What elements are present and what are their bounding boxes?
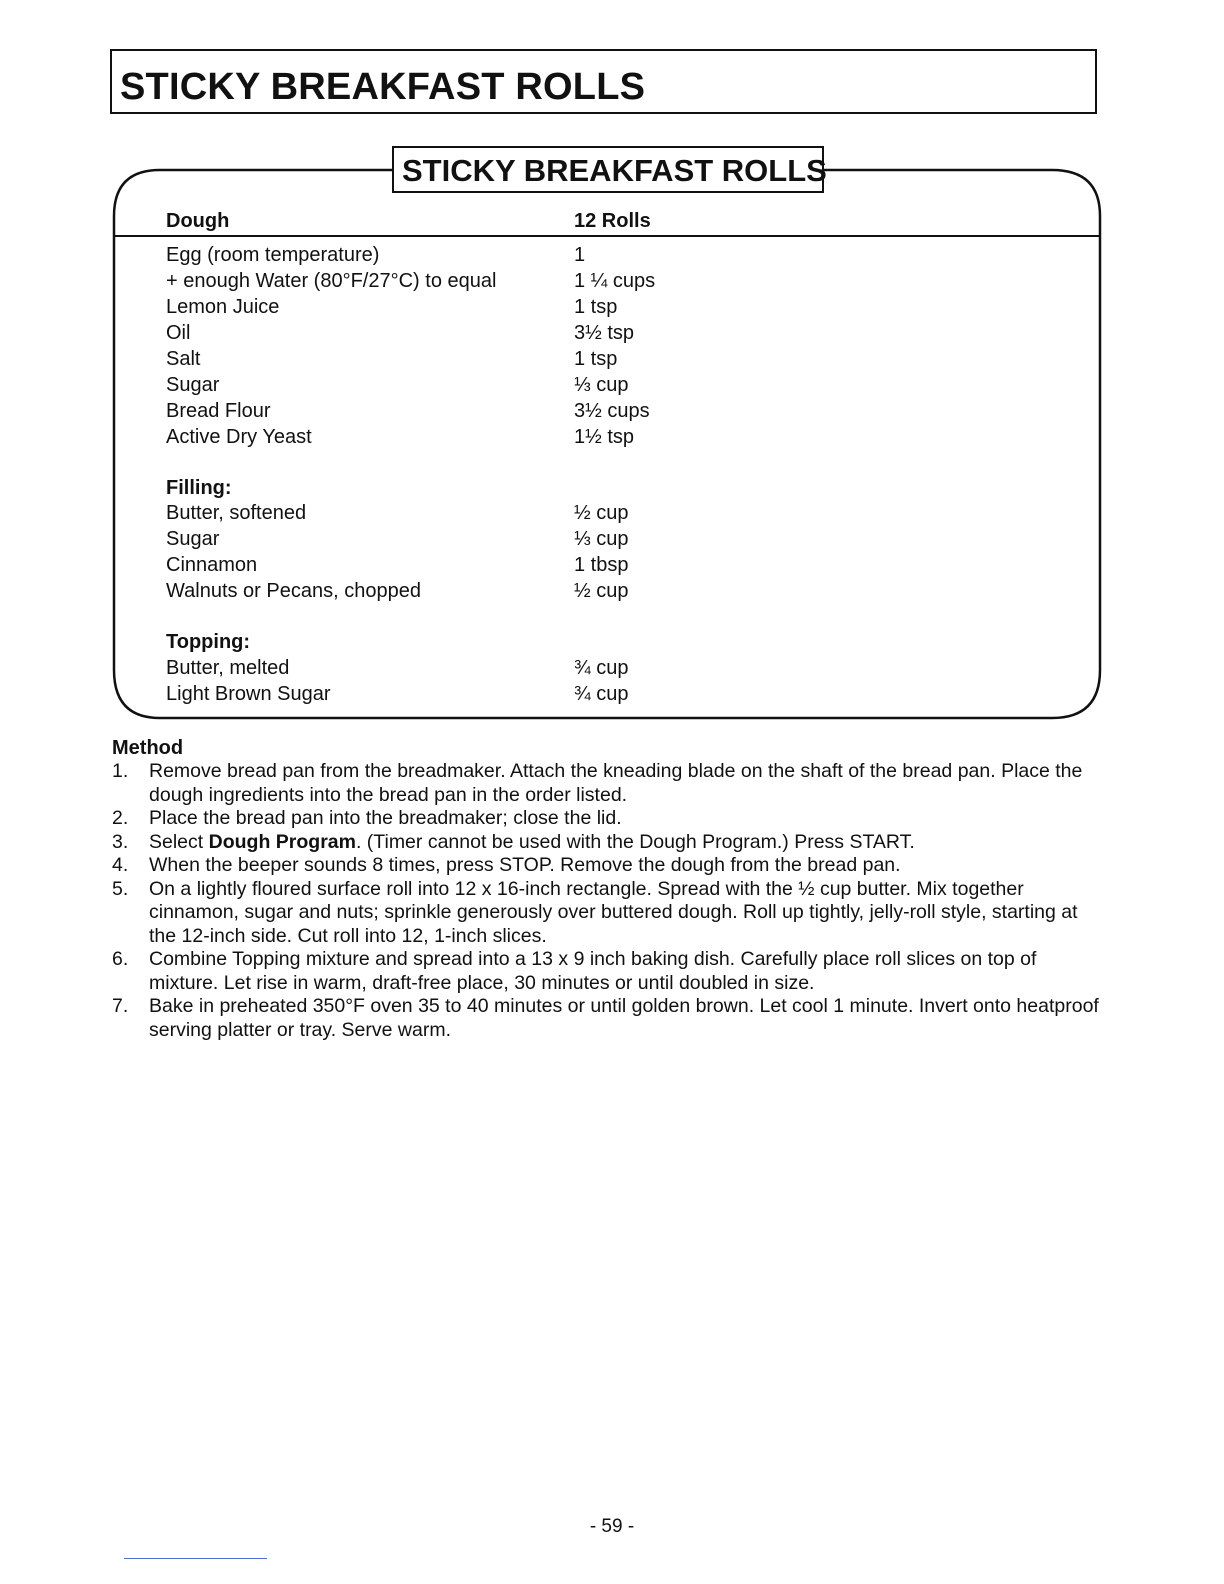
ingredient-name: Salt (166, 348, 201, 370)
ingredient-amount: ½ cup (574, 502, 629, 524)
step-text: Place the bread pan into the breadmaker; close the lid. (149, 807, 622, 829)
step-text: Remove bread pan from the breadmaker. Attach the kneading blade on the shaft of the bread pan. Place the dough ingredients into the bread pan in the order listed. (149, 760, 1083, 806)
method-step (112, 760, 1102, 807)
ingredient-amount: 1 tsp (574, 296, 618, 318)
step-number: 6. (112, 948, 129, 970)
method-step (112, 807, 1102, 831)
ingredient-amount: 3½ cups (574, 400, 650, 422)
step-text-pre: Select (149, 830, 209, 853)
ingredient-name: Sugar (166, 528, 220, 550)
method-step (112, 878, 1102, 949)
ingredient-name: Sugar (166, 374, 220, 396)
step-number: 5. (112, 877, 129, 900)
step-number: 3. (112, 830, 129, 853)
ingredient-name: Walnuts or Pecans, chopped (166, 580, 421, 602)
method-steps (112, 760, 1102, 1042)
step-text: Combine Topping mixture and spread into a 13 x 9 inch baking dish. Carefully place roll slices on top of mixture. Let rise in warm, draft-free place, 30 minutes or until doubled in size. (149, 948, 1037, 994)
ingredient-amount: 1 (574, 244, 586, 266)
ingredient-name: Cinnamon (166, 554, 258, 576)
method-step (112, 831, 1102, 855)
method-heading: Method (112, 737, 184, 759)
ingredient-name: Oil (166, 322, 191, 344)
ingredient-name: Bread Flour (166, 400, 271, 422)
ingredient-amount: ¾ cup (574, 683, 629, 705)
page-title: STICKY BREAKFAST ROLLS (120, 66, 646, 108)
step-number: 4. (112, 854, 129, 876)
ingredient-name: + enough Water (80°F/27°C) to equal (166, 270, 497, 292)
ingredient-amount: ¾ cup (574, 657, 629, 679)
ingredient-amount: ⅓ cup (574, 374, 629, 396)
step-text: Bake in preheated 350°F oven 35 to 40 minutes or until golden brown. Let cool 1 minute. Invert onto heatproof serving platter or tray. Serve warm. (149, 995, 1099, 1041)
method-section (112, 736, 1102, 1042)
topping-heading: Topping: (166, 631, 251, 653)
step-text: When the beeper sounds 8 times, press STOP. Remove the dough from the bread pan. (149, 854, 901, 876)
ingredient-name: Egg (room temperature) (166, 244, 380, 266)
ingredient-name: Active Dry Yeast (166, 426, 312, 448)
yield-column-header: 12 Rolls (574, 210, 651, 232)
method-step (112, 854, 1102, 878)
ingredient-name: Butter, softened (166, 502, 307, 524)
ingredient-name: Light Brown Sugar (166, 683, 331, 705)
step-text: On a lightly floured surface roll into 12 x 16-inch rectangle. Spread with the ½ cup butter. Mix together cinnamon, sugar and nuts; sprinkle generously over buttered dough. Roll up tightly, jelly-roll style, starting at the 12-inch side. Cut roll into 12, 1-inch slices. (149, 877, 1078, 947)
step-number: 7. (112, 995, 129, 1017)
ingredient-amount: 1 tbsp (574, 554, 629, 576)
filling-heading: Filling: (166, 477, 232, 499)
recipe-title: STICKY BREAKFAST ROLLS (402, 153, 827, 188)
ingredient-name: Lemon Juice (166, 296, 280, 318)
ingredient-amount: ⅓ cup (574, 528, 629, 550)
method-step (112, 948, 1102, 995)
ingredient-amount: ½ cup (574, 580, 629, 602)
ingredient-name: Butter, melted (166, 657, 290, 679)
dough-column-header: Dough (166, 210, 230, 232)
step-number: 2. (112, 807, 129, 829)
recipe-title-box (392, 146, 827, 193)
step-number: 1. (112, 760, 129, 782)
ingredient-amount: 1 tsp (574, 348, 618, 370)
link-underline (124, 1558, 267, 1559)
ingredient-amount: 3½ tsp (574, 322, 635, 344)
dough-program-term: Dough Program (208, 830, 356, 853)
step-text-post: . (Timer cannot be used with the Dough Program.) Press START. (355, 830, 915, 853)
ingredient-amount: 1 ¼ cups (574, 270, 656, 292)
page-number: - 59 - (589, 1516, 635, 1537)
ingredient-amount: 1½ tsp (574, 426, 635, 448)
method-step (112, 995, 1102, 1042)
